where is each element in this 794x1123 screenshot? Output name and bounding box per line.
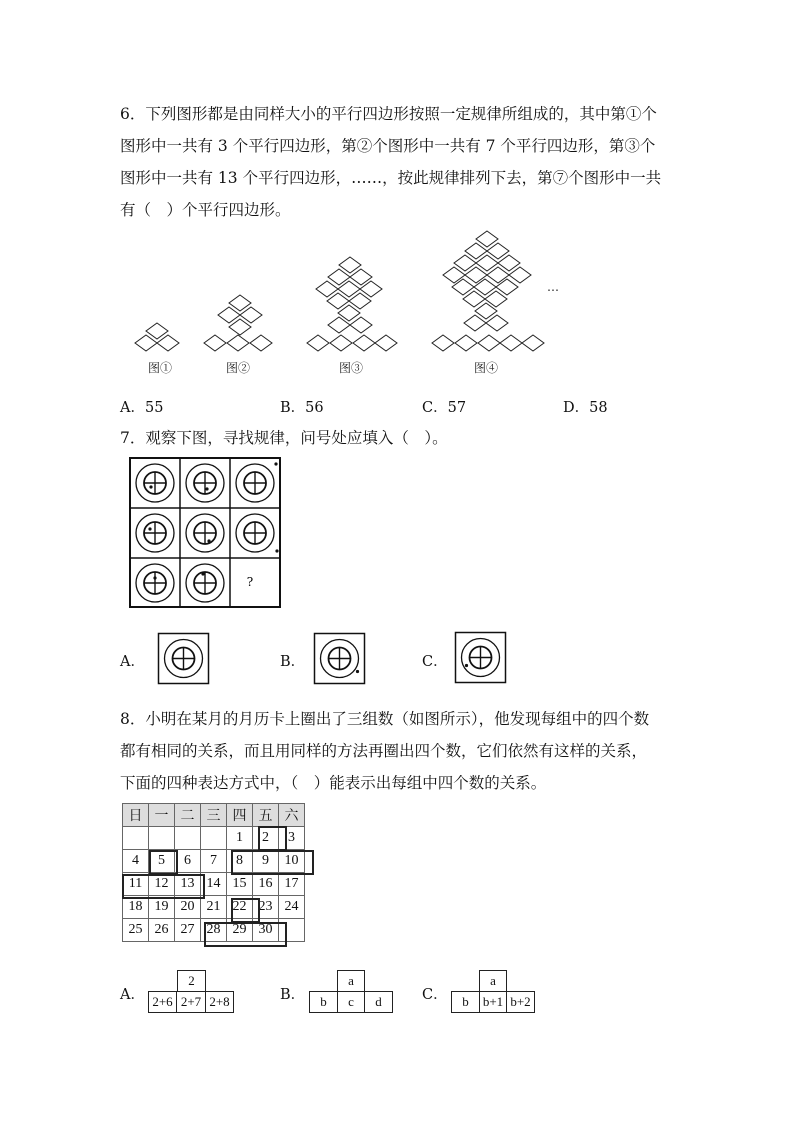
calendar-cell: 5: [149, 850, 175, 873]
calendar-header-row: [123, 804, 305, 827]
parallelogram-shape: [146, 323, 168, 339]
q6-parallelogram-figures: [0, 225, 794, 385]
expr-bottom-cell: 2+7: [176, 991, 206, 1013]
expr-bottom-cell: d: [364, 991, 393, 1013]
parallelogram-shape: [465, 243, 487, 259]
parallelogram-shape: [339, 257, 361, 273]
q8-option-a-figure[interactable]: [148, 970, 234, 1016]
parallelogram-shape: [350, 317, 372, 333]
q7-question-mark: ?: [246, 575, 254, 589]
q6-text-line-1: 6．下列图形都是由同样大小的平行四边形按照一定规律所组成的，其中第①个: [120, 105, 657, 123]
calendar-cell: 1: [227, 827, 253, 850]
parallelogram-shape: [316, 281, 338, 297]
q6-caption-4: 图④: [474, 361, 499, 375]
parallelogram-shape: [250, 335, 272, 351]
marker-dot: [274, 462, 277, 465]
q6-option-d-value: 58: [589, 400, 608, 416]
parallelogram-shape: [240, 307, 262, 323]
q6-option-d[interactable]: [563, 396, 608, 417]
marker-dot: [275, 549, 278, 552]
q7-option-c-figure[interactable]: [455, 632, 507, 684]
parallelogram-shape: [157, 335, 179, 351]
q6-caption-3: 图③: [339, 361, 364, 375]
expr-bottom-cell: b: [309, 991, 338, 1013]
calendar-cell: 24: [279, 896, 305, 919]
q6-option-c[interactable]: [422, 396, 466, 417]
q6-ellipsis: …: [547, 280, 559, 294]
calendar-header-cell: 三: [201, 804, 227, 827]
parallelogram-shape: [454, 255, 476, 271]
parallelogram-shape: [218, 307, 240, 323]
calendar-cell: 25: [123, 919, 149, 942]
parallelogram-shape: [463, 291, 485, 307]
calendar-cell: 27: [175, 919, 201, 942]
calendar-row: [123, 919, 305, 942]
parallelogram-shape: [487, 267, 509, 283]
parallelogram-shape: [229, 319, 251, 335]
calendar-cell: 17: [279, 873, 305, 896]
calendar-cell: [201, 827, 227, 850]
q6-option-b-value: 56: [305, 400, 324, 416]
parallelogram-shape: [443, 267, 465, 283]
q7-option-a-figure[interactable]: [158, 633, 210, 685]
q7-text-line: 7．观察下图，寻找规律，问号处应填入（ ）。: [120, 429, 448, 447]
calendar-cell: 20: [175, 896, 201, 919]
marker-dot: [149, 485, 152, 488]
calendar-cell: 23: [253, 896, 279, 919]
parallelogram-shape: [465, 267, 487, 283]
marker-dot: [207, 539, 210, 542]
marker-dot: [465, 664, 468, 667]
parallelogram-shape: [478, 335, 500, 351]
calendar-cell: 9: [253, 850, 279, 873]
calendar-cell: 21: [201, 896, 227, 919]
parallelogram-shape: [229, 295, 251, 311]
q8-option-c-figure[interactable]: [451, 970, 535, 1016]
expr-top-cell: a: [337, 970, 365, 992]
q6-option-b-letter: B．: [280, 400, 306, 416]
parallelogram-shape: [330, 335, 352, 351]
parallelogram-shape: [509, 267, 531, 283]
calendar-header-cell: 四: [227, 804, 253, 827]
calendar-cell: 6: [175, 850, 201, 873]
calendar-header-cell: 五: [253, 804, 279, 827]
marker-dot: [201, 572, 204, 575]
calendar-cell: 14: [201, 873, 227, 896]
expr-bottom-cell: 2+8: [205, 991, 234, 1013]
calendar-cell: 13: [175, 873, 201, 896]
q6-text-line-4: 有（ ）个平行四边形。: [120, 201, 291, 219]
calendar-header-cell: 日: [123, 804, 149, 827]
calendar-header-cell: 六: [279, 804, 305, 827]
parallelogram-shape: [327, 293, 349, 309]
calendar-cell: 8: [227, 850, 253, 873]
q6-option-c-letter: C．: [422, 400, 448, 416]
marker-dot: [356, 670, 359, 673]
marker-dot: [148, 527, 151, 530]
q7-option-a-letter[interactable]: A．: [120, 654, 145, 670]
q8-option-a-letter[interactable]: A．: [120, 987, 145, 1003]
parallelogram-shape: [487, 243, 509, 259]
calendar-cell: 15: [227, 873, 253, 896]
expr-bottom-cell: b+2: [506, 991, 535, 1013]
parallelogram-shape: [353, 335, 375, 351]
calendar-cell: 30: [253, 919, 279, 942]
calendar-row: [123, 827, 305, 850]
calendar-cell: 18: [123, 896, 149, 919]
q6-option-a[interactable]: [120, 396, 163, 417]
parallelogram-shape: [476, 231, 498, 247]
calendar-cell: 3: [279, 827, 305, 850]
q8-calendar: [122, 803, 305, 942]
q7-option-b-letter[interactable]: B．: [280, 654, 306, 670]
calendar-cell: [123, 827, 149, 850]
expr-top-cell: a: [479, 970, 507, 992]
calendar-cell: 2: [253, 827, 279, 850]
calendar-cell: [279, 919, 305, 942]
calendar-row: [123, 873, 305, 896]
parallelogram-shape: [496, 279, 518, 295]
expr-bottom-cell: b+1: [479, 991, 507, 1013]
calendar-cell: 22: [227, 896, 253, 919]
calendar-cell: [149, 827, 175, 850]
calendar-cell: [175, 827, 201, 850]
q8-text-line-2: 都有相同的关系，而且用同样的方法再圈出四个数，它们依然有这样的关系，: [120, 742, 648, 760]
q6-option-b[interactable]: [280, 396, 324, 417]
calendar-row: [123, 896, 305, 919]
q6-option-d-letter: D．: [563, 400, 590, 416]
marker-dot: [153, 576, 156, 579]
expr-bottom-cell: 2+6: [148, 991, 177, 1013]
q6-text-line-3: 图形中一共有 13 个平行四边形，……，按此规律排列下去，第⑦个图形中一共: [120, 169, 662, 187]
parallelogram-shape: [307, 335, 329, 351]
calendar-header-cell: 二: [175, 804, 201, 827]
q6-caption-1: 图①: [148, 361, 173, 375]
q7-pattern-grid: [129, 457, 281, 609]
calendar-cell: 7: [201, 850, 227, 873]
parallelogram-shape: [455, 335, 477, 351]
q6-option-c-value: 57: [447, 400, 467, 416]
q8-option-b-figure[interactable]: [309, 970, 393, 1016]
q7-option-b-figure[interactable]: [314, 633, 366, 685]
parallelogram-shape: [474, 279, 496, 295]
q6-option-a-value: 55: [144, 400, 164, 416]
calendar-cell: 16: [253, 873, 279, 896]
parallelogram-shape: [452, 279, 474, 295]
parallelogram-shape: [486, 315, 508, 331]
calendar-cell: 29: [227, 919, 253, 942]
q6-option-a-letter: A．: [120, 400, 145, 416]
q8-option-c-letter[interactable]: C．: [422, 987, 448, 1003]
parallelogram-shape: [135, 335, 157, 351]
q8-text-line-3: 下面的四种表达方式中，（ ）能表示出每组中四个数的关系。: [120, 774, 547, 792]
q6-text-line-2: 图形中一共有 3 个平行四边形，第②个图形中一共有 7 个平行四边形，第③个: [120, 137, 656, 155]
q8-text-line-1: 8．小明在某月的月历卡上圈出了三组数（如图所示），他发现每组中的四个数: [120, 710, 650, 728]
calendar-cell: 19: [149, 896, 175, 919]
calendar-cell: 11: [123, 873, 149, 896]
parallelogram-shape: [464, 315, 486, 331]
q8-option-b-letter[interactable]: B．: [280, 987, 306, 1003]
expr-bottom-cell: c: [337, 991, 365, 1013]
calendar-cell: 26: [149, 919, 175, 942]
calendar-cell: 4: [123, 850, 149, 873]
parallelogram-shape: [375, 335, 397, 351]
calendar-cell: 28: [201, 919, 227, 942]
q6-caption-2: 图②: [226, 361, 251, 375]
parallelogram-shape: [500, 335, 522, 351]
parallelogram-shape: [522, 335, 544, 351]
parallelogram-shape: [498, 255, 520, 271]
parallelogram-shape: [204, 335, 226, 351]
calendar-header-cell: 一: [149, 804, 175, 827]
marker-dot: [205, 487, 208, 490]
calendar-cell: 12: [149, 873, 175, 896]
parallelogram-shape: [432, 335, 454, 351]
calendar-cell: 10: [279, 850, 305, 873]
expr-top-cell: 2: [177, 970, 206, 992]
calendar-row: [123, 850, 305, 873]
parallelogram-shape: [349, 293, 371, 309]
parallelogram-shape: [476, 255, 498, 271]
expr-bottom-cell: b: [451, 991, 480, 1013]
parallelogram-shape: [227, 335, 249, 351]
q7-option-c-letter[interactable]: C．: [422, 654, 448, 670]
